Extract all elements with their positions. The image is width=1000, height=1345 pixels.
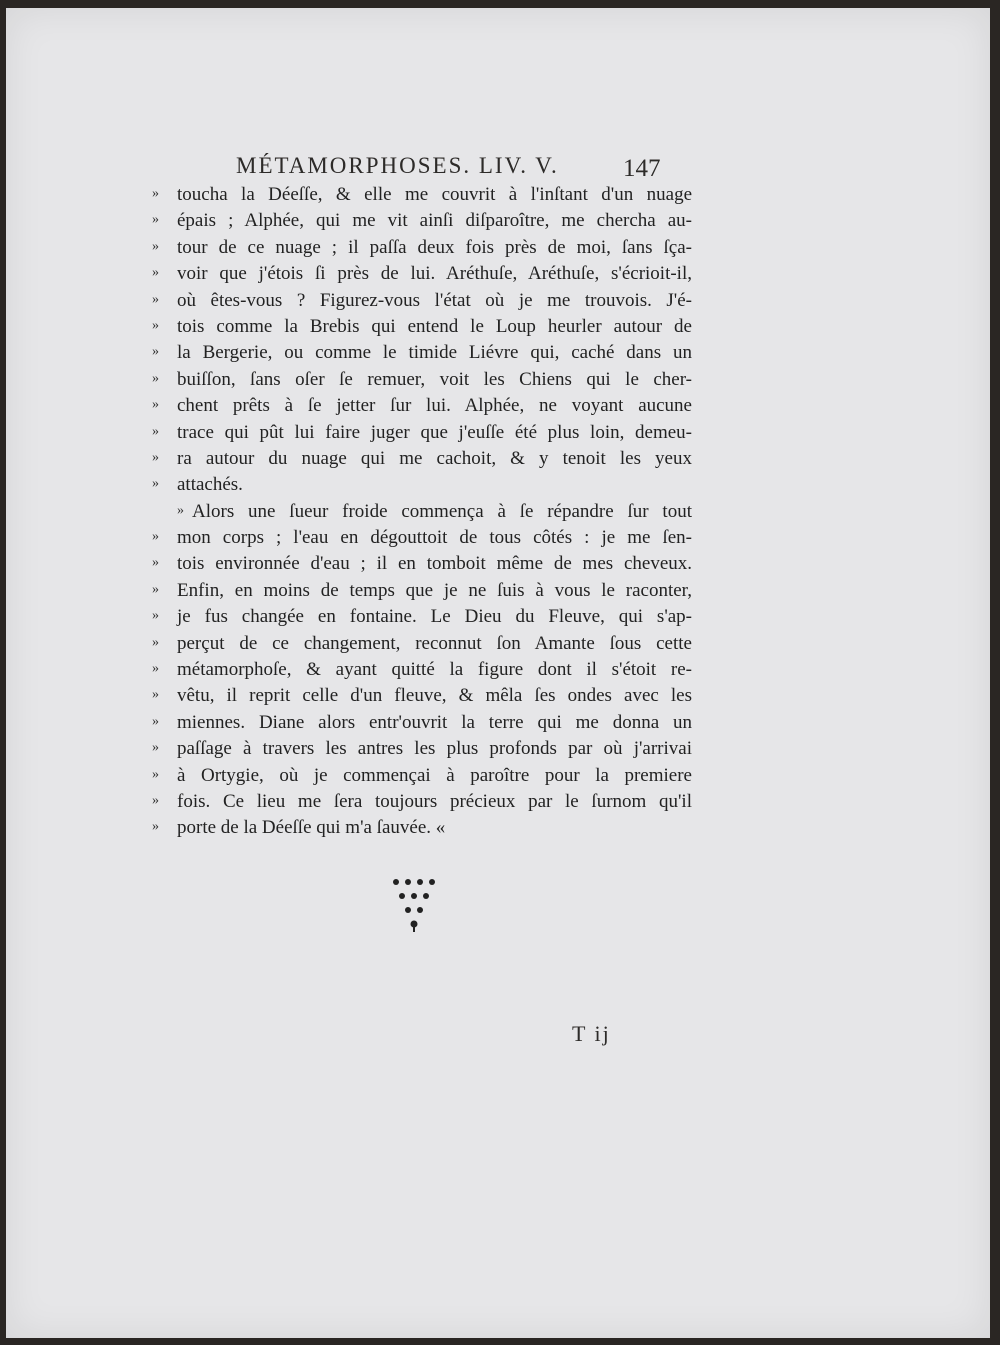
quote-mark: » [152, 344, 159, 360]
quote-mark: » [152, 713, 159, 729]
text-line [152, 815, 692, 841]
signature-mark: T ij [572, 1021, 611, 1046]
quote-mark: » [152, 317, 159, 333]
line-text: épais ; Alphée, qui me vit ainſi diſparoître, me chercha au- [177, 210, 692, 232]
line-text: ra autour du nuage qui me cachoit, & y tenoit les yeux [177, 447, 692, 469]
fleuron-ornament-icon [384, 876, 444, 940]
text-line [152, 525, 692, 551]
book-page [6, 8, 990, 1338]
text-line [152, 789, 692, 815]
running-head: MÉTAMORPHOSES. LIV. V. [236, 153, 559, 178]
line-text: trace qui pût lui faire juger que j'euſſe été plus loin, demeu- [177, 421, 692, 443]
line-text: où êtes-vous ? Figurez-vous l'état où je me trouvois. J'é- [177, 289, 692, 311]
line-text: la Bergerie, ou comme le timide Liévre qui, caché dans un [177, 342, 692, 364]
line-text: tois comme la Brebis qui entend le Loup heurler autour de [177, 315, 692, 337]
line-text: miennes. Diane alors entr'ouvrit la terre qui me donna un [177, 711, 692, 733]
page-number: 147 [623, 155, 661, 182]
body-text [152, 182, 692, 842]
line-text: voir que j'étois ſi près de lui. Aréthuſe, Aréthuſe, s'écrioit-il, [177, 263, 692, 285]
text-line [152, 393, 692, 419]
line-text: Alors une ſueur froide commença à ſe répandre ſur tout [192, 500, 692, 522]
quote-mark: » [152, 291, 159, 307]
line-text: attachés. [177, 474, 243, 496]
text-line [152, 288, 692, 314]
quote-mark: » [152, 687, 159, 703]
line-text: chent prêts à ſe jetter ſur lui. Alphée, ne voyant aucune [177, 395, 692, 417]
quote-mark: » [152, 608, 159, 624]
quote-mark: » [152, 634, 159, 650]
line-text: porte de la Déeſſe qui m'a ſauvée. « [177, 817, 446, 839]
text-line [152, 182, 692, 208]
line-text: mon corps ; l'eau en dégouttoit de tous côtés : je me ſen- [177, 527, 692, 549]
line-text: à Ortygie, où je commençai à paroître pour la premiere [177, 764, 692, 786]
line-text: fois. Ce lieu me ſera toujours précieux par le ſurnom qu'il [177, 790, 692, 812]
quote-mark: » [152, 370, 159, 386]
text-line [152, 235, 692, 261]
quote-mark: » [152, 238, 159, 254]
quote-mark: » [152, 476, 159, 492]
quote-mark: » [152, 265, 159, 281]
text-line [152, 499, 692, 525]
text-line [152, 657, 692, 683]
quote-mark: » [152, 819, 159, 835]
text-line [152, 472, 692, 498]
text-line [152, 340, 692, 366]
line-text: métamorphoſe, & ayant quitté la figure dont il s'étoit re- [177, 659, 692, 681]
quote-mark: » [152, 740, 159, 756]
text-line [152, 420, 692, 446]
quote-mark: » [152, 661, 159, 677]
text-line [152, 736, 692, 762]
quote-mark: » [152, 766, 159, 782]
text-line [152, 261, 692, 287]
text-line [152, 710, 692, 736]
quote-mark: » [152, 397, 159, 413]
text-line [152, 578, 692, 604]
line-text: vêtu, il reprit celle d'un fleuve, & mêla ſes ondes avec les [177, 685, 692, 707]
quote-mark: » [152, 529, 159, 545]
text-line [152, 763, 692, 789]
text-line [152, 446, 692, 472]
quote-mark: » [152, 449, 159, 465]
line-text: perçut de ce changement, reconnut ſon Amante ſous cette [177, 632, 692, 654]
quote-mark: » [152, 581, 159, 597]
line-text: tour de ce nuage ; il paſſa deux fois près de moi, ſans ſça- [177, 236, 692, 258]
quote-mark: » [152, 792, 159, 808]
text-line [152, 314, 692, 340]
line-text: buiſſon, ſans oſer ſe remuer, voit les Chiens qui le cher- [177, 368, 692, 390]
text-line [152, 604, 692, 630]
line-text: tois environnée d'eau ; il en tomboit même de mes cheveux. [177, 553, 692, 575]
line-text: paſſage à travers les antres les plus profonds par où j'arrivai [177, 738, 692, 760]
line-text: toucha la Déeſſe, & elle me couvrit à l'inſtant d'un nuage [177, 184, 692, 205]
text-line [152, 208, 692, 234]
quote-mark: » [177, 502, 184, 518]
text-line [152, 631, 692, 657]
text-line [152, 683, 692, 709]
text-line [152, 551, 692, 577]
line-text: Enfin, en moins de temps que je ne ſuis à vous le raconter, [177, 579, 692, 601]
quote-mark: » [152, 186, 159, 201]
quote-mark: » [152, 423, 159, 439]
quote-mark: » [152, 555, 159, 571]
text-line [152, 367, 692, 393]
quote-mark: » [152, 212, 159, 228]
line-text: je fus changée en fontaine. Le Dieu du Fleuve, qui s'ap- [177, 606, 692, 628]
